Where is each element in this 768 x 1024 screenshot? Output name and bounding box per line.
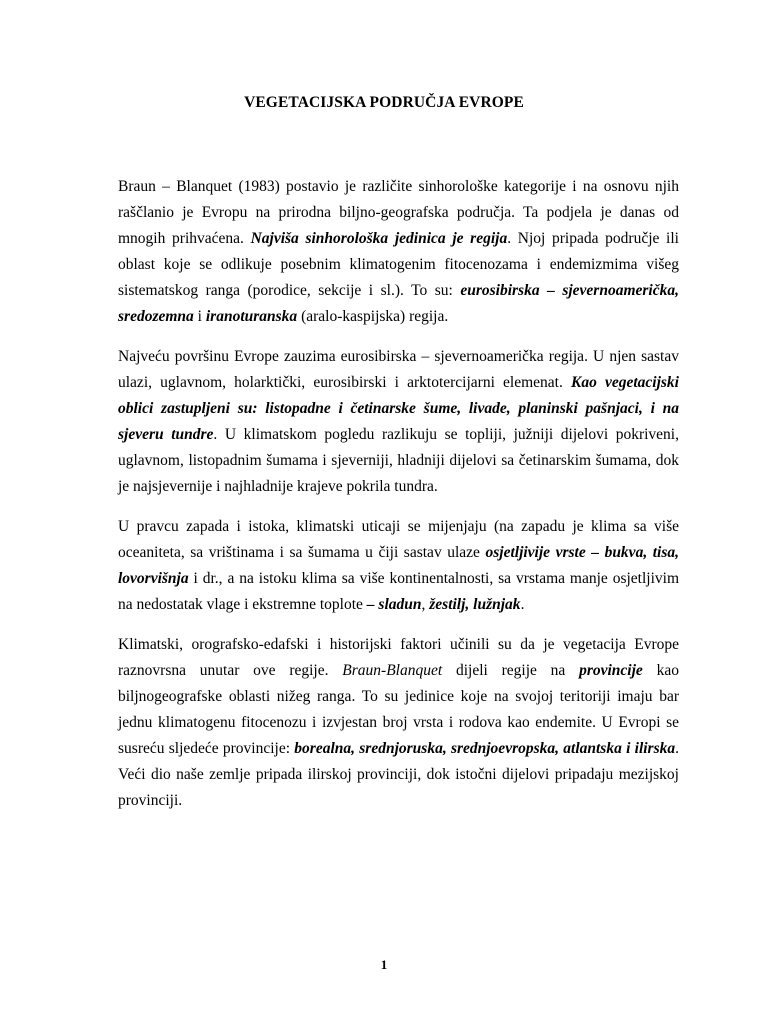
emphasis-text: – sladun bbox=[366, 596, 422, 613]
text-run: . Veći dio naše zemlje pripada ilirskoj provinciji, dok istočni dijelovi pripadaju mezijskoj provinciji. bbox=[118, 740, 679, 809]
emphasis-text: Kao vegetacijski oblici zastupljeni su: listopadne i četinarske šume, livade, planinski pašnjaci, i na sjeveru tundre bbox=[118, 374, 679, 443]
paragraph-4 bbox=[118, 632, 679, 814]
text-run: . Njoj pripada područje ili oblast koje se odlikuje posebnim klimatogenim fitocenozama i endemizmima višeg sistematskog ranga (porodice, sekcije i sl.). To su: bbox=[118, 230, 679, 299]
paragraph-1 bbox=[118, 174, 679, 330]
text-run: (aralo-kaspijska) regija. bbox=[297, 308, 449, 325]
text-run: i bbox=[193, 308, 206, 325]
emphasis-text: eurosibirska – sjevernoamerička, sredozemna bbox=[118, 282, 679, 325]
text-run: , bbox=[421, 596, 430, 613]
emphasis-text: borealna, srednjoruska, srednjoevropska, atlantska i ilirska bbox=[294, 740, 676, 757]
text-run: Klimatski, orografsko-edafski i historijski faktori učinili su da je vegetacija Evrope raznovrsna unutar ove regije. bbox=[118, 636, 679, 679]
text-run: Braun – Blanquet (1983) postavio je različite sinhorološke kategorije i na osnovu njih raščlanio je Evropu na prirodna biljno-geografska područja. Ta podjela je danas od mnogih prihvaćena. bbox=[118, 178, 679, 247]
text-run: kao biljnogeografske oblasti nižeg ranga. To su jedinice koje na svojoj teritoriji imaju bar jednu klimatogenu fitocenozu i izvjestan broj vrsta i rodova kao endemite. U Evropi se susreću sljedeće provincije: bbox=[118, 662, 679, 757]
document-body bbox=[118, 174, 679, 828]
text-run: . U klimatskom pogledu razlikuju se topliji, južniji dijelovi pokriveni, uglavnom, listopadnim šumama i sjeverniji, hladniji dijelovi sa četinarskim šumama, dok je najsjevernije i najhladnije krajeve pokrila tundra. bbox=[118, 426, 679, 495]
page-title: VEGETACIJSKA PODRUČJA EVROPE bbox=[244, 94, 524, 111]
text-run: i dr., a na istoku klima sa više kontinentalnosti, sa vrstama manje osjetljivim na nedostatak vlage i ekstremne toplote bbox=[118, 570, 679, 613]
italic-text: Braun-Blanquet bbox=[342, 662, 443, 679]
emphasis-text: iranoturanska bbox=[205, 308, 298, 325]
emphasis-text: osjetljivije vrste – bukva, tisa, lovorvišnja bbox=[118, 544, 680, 587]
emphasis-text: Najviša sinhorološka jedinica je regija bbox=[250, 230, 508, 247]
paragraph-2 bbox=[118, 344, 679, 500]
text-run: dijeli regije na bbox=[442, 662, 580, 679]
text-run: . bbox=[520, 596, 525, 613]
paragraph-3 bbox=[118, 514, 679, 618]
text-run: U pravcu zapada i istoka, klimatski uticaji se mijenjaju (na zapadu je klima sa više oceaniteta, sa vrištinama i sa šumama u čiji sastav ulaze bbox=[118, 518, 679, 561]
text-run: Najveću površinu Evrope zauzima eurosibirska – sjevernoamerička regija. U njen sastav ulazi, uglavnom, holarktički, eurosibirski i arktotercijarni elemenat. bbox=[118, 348, 679, 391]
page-number: 1 bbox=[380, 957, 388, 972]
emphasis-text: žestilj, lužnjak bbox=[429, 596, 521, 613]
emphasis-text: provincije bbox=[579, 662, 643, 679]
